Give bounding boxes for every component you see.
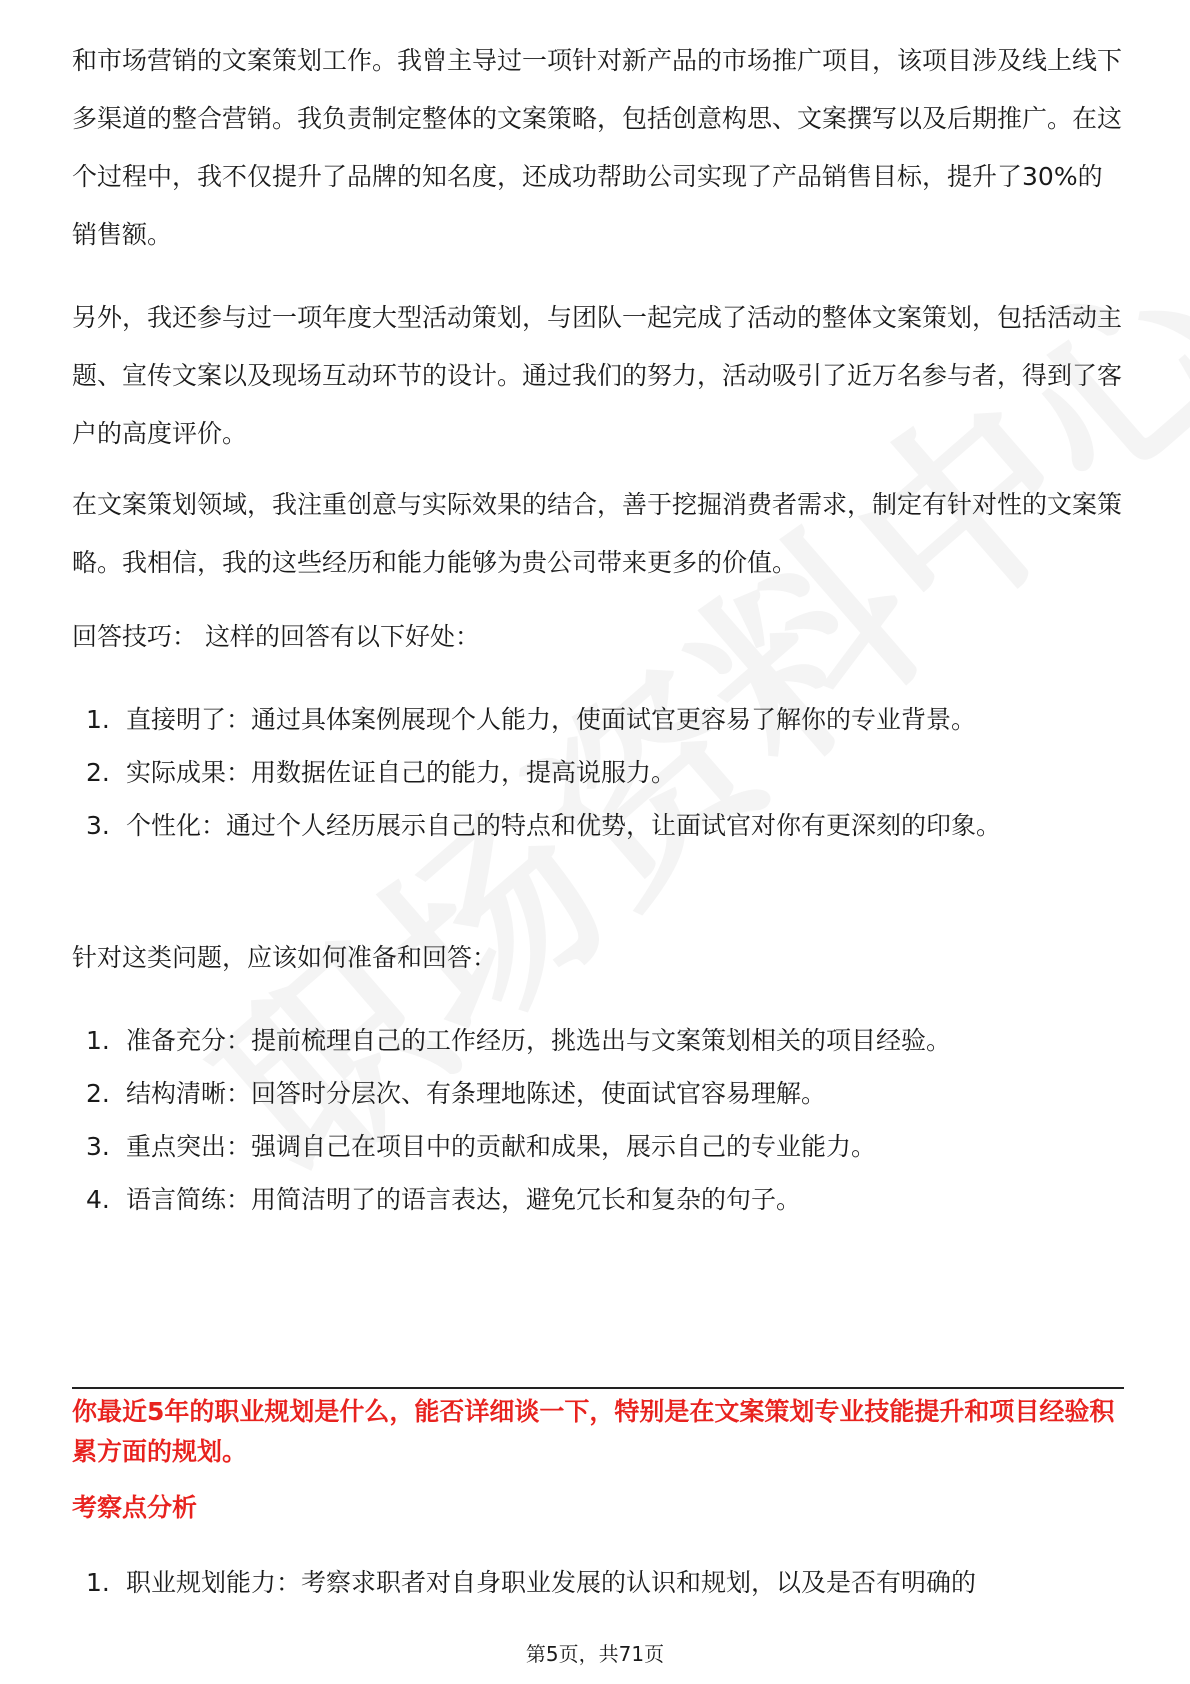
page-number-footer: 第5页，共71页: [525, 1642, 665, 1666]
interview-question: 你最近5年的职业规划是什么，能否详细谈一下，特别是在文案策划专业技能提升和项目经验积累方面的规划。: [72, 1397, 1115, 1466]
list-number: 1.: [86, 1568, 110, 1597]
list-text: 语言简练：用简洁明了的语言表达，避免冗长和复杂的句子。: [126, 1185, 802, 1214]
list-number: 1.: [86, 705, 110, 734]
section-divider: [72, 1387, 1124, 1389]
body-paragraph-3: 在文案策划领域，我注重创意与实际效果的结合，善于挖掘消费者需求，制定有针对性的文案策略。我相信，我的这些经历和能力能够为贵公司带来更多的价值。: [72, 490, 1123, 577]
list-text: 直接明了：通过具体案例展现个人能力，使面试官更容易了解你的专业背景。: [126, 705, 977, 734]
analysis-heading: 考察点分析: [72, 1493, 198, 1522]
list-number: 4.: [86, 1185, 110, 1214]
list-number: 3.: [86, 1132, 110, 1161]
list-text: 实际成果：用数据佐证自己的能力，提高说服力。: [126, 758, 677, 787]
body-paragraph-2: 另外，我还参与过一项年度大型活动策划，与团队一起完成了活动的整体文案策划，包括活动主题、宣传文案以及现场互动环节的设计。通过我们的努力，活动吸引了近万名参与者，得到了客户的高度评价。: [72, 303, 1123, 448]
prep-list-item-3: [72, 1118, 1122, 1176]
list-text: 准备充分：提前梳理自己的工作经历，挑选出与文案策划相关的项目经验。: [126, 1026, 952, 1055]
prep-list-item-1: [72, 1012, 1122, 1070]
list-number: 2.: [86, 758, 110, 787]
tips-heading: 回答技巧： 这样的回答有以下好处：: [72, 622, 480, 651]
tips-list-item-1: [72, 691, 1122, 749]
list-number: 1.: [86, 1026, 110, 1055]
prep-list-item-2: [72, 1065, 1122, 1123]
prep-heading: 针对这类问题，应该如何准备和回答：: [72, 943, 498, 972]
tips-list-item-3: [72, 797, 1122, 855]
list-text: 重点突出：强调自己在项目中的贡献和成果，展示自己的专业能力。: [126, 1132, 877, 1161]
list-text: 个性化：通过个人经历展示自己的特点和优势，让面试官对你有更深刻的印象。: [126, 811, 1002, 840]
list-number: 3.: [86, 811, 110, 840]
body-paragraph-1: 和市场营销的文案策划工作。我曾主导过一项针对新产品的市场推广项目，该项目涉及线上线下多渠道的整合营销。我负责制定整体的文案策略，包括创意构思、文案撰写以及后期推广。在这个过程中，我不仅提升了品牌的知名度，还成功帮助公司实现了产品销售目标，提升了30%的销售额。: [72, 46, 1123, 249]
list-text: 职业规划能力：考察求职者对自身职业发展的认识和规划，以及是否有明确的: [126, 1568, 977, 1597]
prep-list-item-4: [72, 1171, 1122, 1229]
tips-list-item-2: [72, 744, 1122, 802]
list-number: 2.: [86, 1079, 110, 1108]
list-text: 结构清晰：回答时分层次、有条理地陈述，使面试官容易理解。: [126, 1079, 827, 1108]
analysis-list-item-1: [72, 1554, 1122, 1612]
